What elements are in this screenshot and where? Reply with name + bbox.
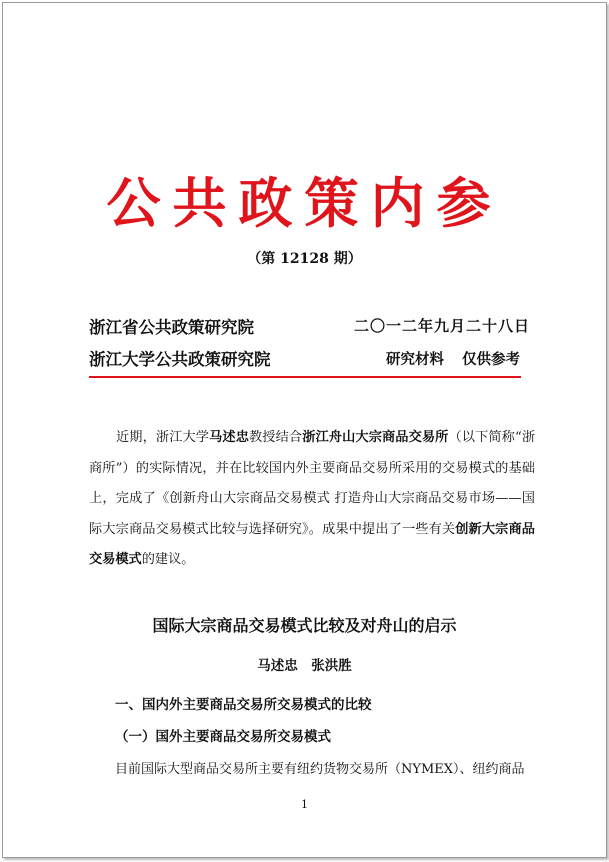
document-page xyxy=(2,2,607,858)
article-title: 国际大宗商品交易模式比较及对舟山的启示 xyxy=(152,616,457,635)
note-research-material: 研究材料 xyxy=(386,351,444,368)
intro-paragraph xyxy=(89,423,535,576)
article-authors: 马述忠 张洪胜 xyxy=(257,658,352,674)
note-reference-only: 仅供参考 xyxy=(462,351,520,368)
intro-author: 马述忠 xyxy=(209,430,249,445)
publish-date: 二〇一二年九月二十八日 xyxy=(353,317,530,335)
intro-organization: 浙江舟山大宗商品交易所 xyxy=(302,430,449,445)
intro-text: 的建议。 xyxy=(141,552,195,567)
intro-text: 近期，浙江大学 xyxy=(116,430,210,445)
publisher-line-2: 浙江大学公共政策研究院 xyxy=(89,350,271,369)
intro-text: 教授结合 xyxy=(249,430,303,445)
usage-note xyxy=(368,348,520,369)
body-text: 目前国际大型商品交易所主要有纽约货物交易所（NYMEX）、纽约商品 xyxy=(115,762,525,777)
intro-text: （以下简称“浙商所”）的实际情况，并在比较国内外主要商品交易所采用的交易模式的基础上，完成了《创新舟山大宗商品交易模式 打造舟山大宗商品交易市场——国际大宗商品交易模式比较与选择研究》。成果中提出了一些有关 xyxy=(89,430,536,537)
publisher-line-1: 浙江省公共政策研究院 xyxy=(89,318,254,337)
page-number: 1 xyxy=(301,798,308,811)
intro-topic: 创新大宗商品交易模式 xyxy=(89,521,535,567)
header-divider xyxy=(89,376,521,378)
subsection-heading: （一）国外主要商品交易所交易模式 xyxy=(115,729,331,745)
section-heading: 一、国内外主要商品交易所交易模式的比较 xyxy=(115,697,372,713)
issue-number: （第 12128 期） xyxy=(247,251,362,267)
document-title: 公共政策内参 xyxy=(106,171,503,235)
